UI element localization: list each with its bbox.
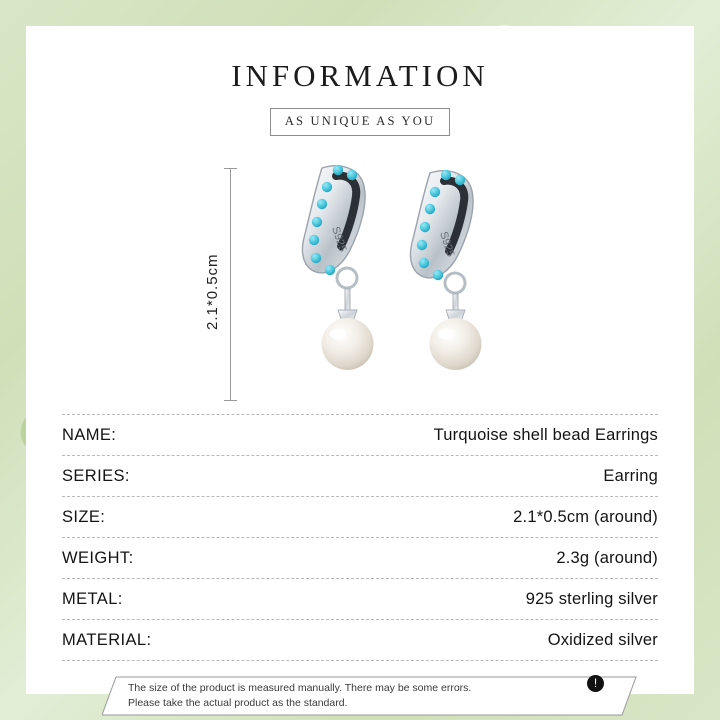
spec-key-weight: WEIGHT: [62,548,134,567]
table-row [62,579,658,620]
note-line-1: The size of the product is measured manually. There may be some errors. [128,682,472,694]
spec-value-size: 2.1*0.5cm (around) [513,507,658,526]
product-image-area [26,146,694,406]
table-row [62,538,658,579]
spec-key-material: MATERIAL: [62,630,152,649]
warning-icon: ! [587,675,604,692]
spec-value-material: Oxidized silver [547,630,658,649]
page-title: INFORMATION [231,58,489,93]
dimension-cap-top [224,168,237,169]
subtitle-container [26,108,694,136]
information-card [26,26,694,710]
table-row [62,620,658,661]
spec-value-metal: 925 sterling silver [525,589,658,608]
spec-value-series: Earring [603,466,658,485]
note-text [128,681,558,711]
metal-stamp-right: S925 [437,230,457,259]
dimension-cap-bottom [224,400,237,401]
dimension-label: 2.1*0.5cm [204,253,221,330]
table-row [62,497,658,538]
spec-value-weight: 2.3g (around) [556,548,658,567]
table-row [62,456,658,497]
specification-table [62,414,658,661]
dimension-line [230,168,231,400]
spec-key-series: SERIES: [62,466,130,485]
table-row [62,414,658,456]
disclaimer-note [102,675,618,717]
note-line-2: Please take the actual product as the standard. [128,697,348,710]
spec-key-metal: METAL: [62,589,123,608]
spec-value-name: Turquoise shell bead Earrings [433,425,658,444]
earrings-illustration [254,146,514,406]
spec-key-name: NAME: [62,425,117,444]
metal-stamp-left: S925 [329,225,349,254]
subtitle-badge: AS UNIQUE AS YOU [270,108,450,136]
spec-key-size: SIZE: [62,507,106,526]
